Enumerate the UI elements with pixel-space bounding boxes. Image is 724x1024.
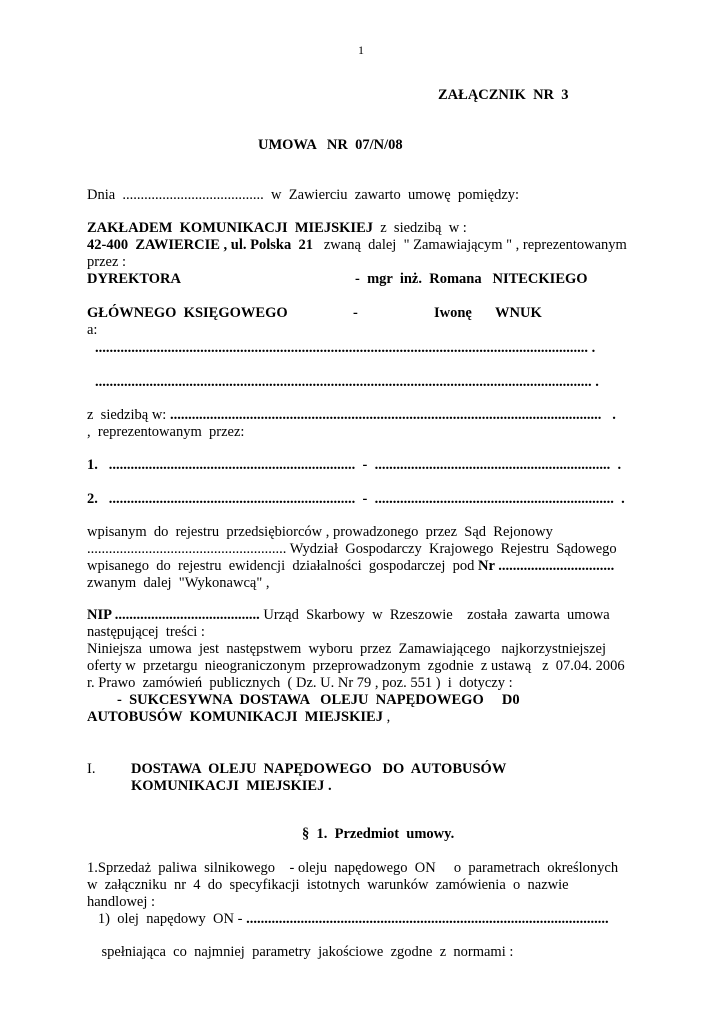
item-1-dots: .................................................................................................... — [246, 911, 609, 927]
party1-address-rest: zwaną dalej " Zamawiającym " , reprezentowanym — [313, 237, 627, 253]
party1-address-line — [87, 237, 627, 254]
party1-name-line — [87, 220, 467, 237]
registry-line-1: wpisanym do rejestru przedsiębiorców , prowadzonego przez Sąd Rejonowy — [87, 524, 553, 540]
party2-dots-2: ......................................................................................................................................... . — [95, 374, 599, 390]
sale-line-3: handlowej : — [87, 894, 156, 910]
subject-line-2 — [87, 709, 390, 726]
registry-line-2: ....................................................... Wydział Gospodarczy Krajowego Rejestru Sądowego — [87, 541, 617, 557]
party1-name: ZAKŁADEM KOMUNIKACJI MIEJSKIEJ — [87, 220, 373, 236]
body-line-4: r. Prawo zamówień publicznych ( Dz. U. Nr 79 , poz. 551 ) i dotyczy : — [87, 675, 513, 691]
rep2-role: GŁÓWNEGO KSIĘGOWEGO — [87, 305, 288, 321]
sale-line-2: w załączniku nr 4 do specyfikacji istotnych warunków zamówienia o nazwie — [87, 877, 569, 893]
section-title-1: DOSTAWA OLEJU NAPĘDOWEGO DO AUTOBUSÓW — [131, 761, 507, 777]
nip-label: NIP ........................................ — [87, 607, 260, 623]
registry-text: wpisanego do rejestru ewidencji działalności gospodarczej pod — [87, 558, 475, 574]
subject-text: AUTOBUSÓW KOMUNIKACJI MIEJSKIEJ — [87, 709, 383, 725]
body-line-3: oferty w przetargu nieograniczonym przeprowadzonym zgodnie z ustawą z 07.04. 2006 — [87, 658, 625, 674]
subject-comma: , — [382, 709, 391, 725]
body-line-1: następującej treści : — [87, 624, 205, 640]
page-number: 1 — [358, 43, 364, 57]
subject-line-1: - SUKCESYWNA DOSTAWA OLEJU NAPĘDOWEGO D0 — [117, 692, 520, 708]
represented-by: , reprezentowanym przez: — [87, 424, 245, 440]
intro-line: Dnia ....................................... w Zawierciu zawarto umowę pomiędzy: — [87, 187, 520, 203]
paragraph-heading: § 1. Przedmiot umowy. — [302, 826, 455, 842]
party1-seat: z siedzibą w : — [373, 220, 467, 236]
party2-seat-label: z siedzibą w: — [87, 407, 167, 423]
section-title-2: KOMUNIKACJI MIEJSKIEJ . — [131, 778, 332, 794]
registry-nr: Nr ................................ — [474, 558, 615, 574]
party2-seat-dots: ....................................................................................................................... . — [166, 407, 616, 423]
registry-line-4: zwanym dalej "Wykonawcą" , — [87, 575, 270, 591]
rep2-first: Iwonę — [434, 305, 472, 321]
section-number: I. — [87, 761, 96, 777]
sale-line-1: 1.Sprzedaż paliwa silnikowego - oleju napędowego ON o parametrach określonych — [87, 860, 619, 876]
party1-address: 42-400 ZAWIERCIE , ul. Polska 21 — [87, 237, 313, 253]
item-1-label: 1) olej napędowy ON - — [87, 911, 247, 927]
norms-line: spełniająca co najmniej parametry jakościowe zgodne z normami : — [87, 944, 514, 960]
body-line-2: Niniejsza umowa jest następstwem wyboru przez Zamawiającego najkorzystniejszej — [87, 641, 607, 657]
party2-seat-line — [87, 407, 616, 424]
registry-line-3 — [87, 558, 614, 575]
item-1-line — [87, 911, 609, 928]
rep-line-1: 1. .................................................................... - ................................................................. . — [87, 457, 622, 473]
nip-line — [87, 607, 610, 624]
party1-by: przez : — [87, 254, 127, 270]
attachment-label: ZAŁĄCZNIK NR 3 — [438, 87, 569, 103]
rep2-dash: - — [353, 305, 358, 321]
contract-title: UMOWA NR 07/N/08 — [258, 137, 403, 153]
rep1-role: DYREKTORA — [87, 271, 181, 287]
rep1-name: - mgr inż. Romana NITECKIEGO — [355, 271, 588, 287]
rep2-last: WNUK — [495, 305, 542, 321]
party2-dots-1: ........................................................................................................................................ . — [95, 340, 596, 356]
nip-rest: Urząd Skarbowy w Rzeszowie została zawarta umowa — [259, 607, 610, 623]
and-label: a: — [87, 322, 98, 338]
rep-line-2: 2. .................................................................... - .................................................................. . — [87, 491, 625, 507]
